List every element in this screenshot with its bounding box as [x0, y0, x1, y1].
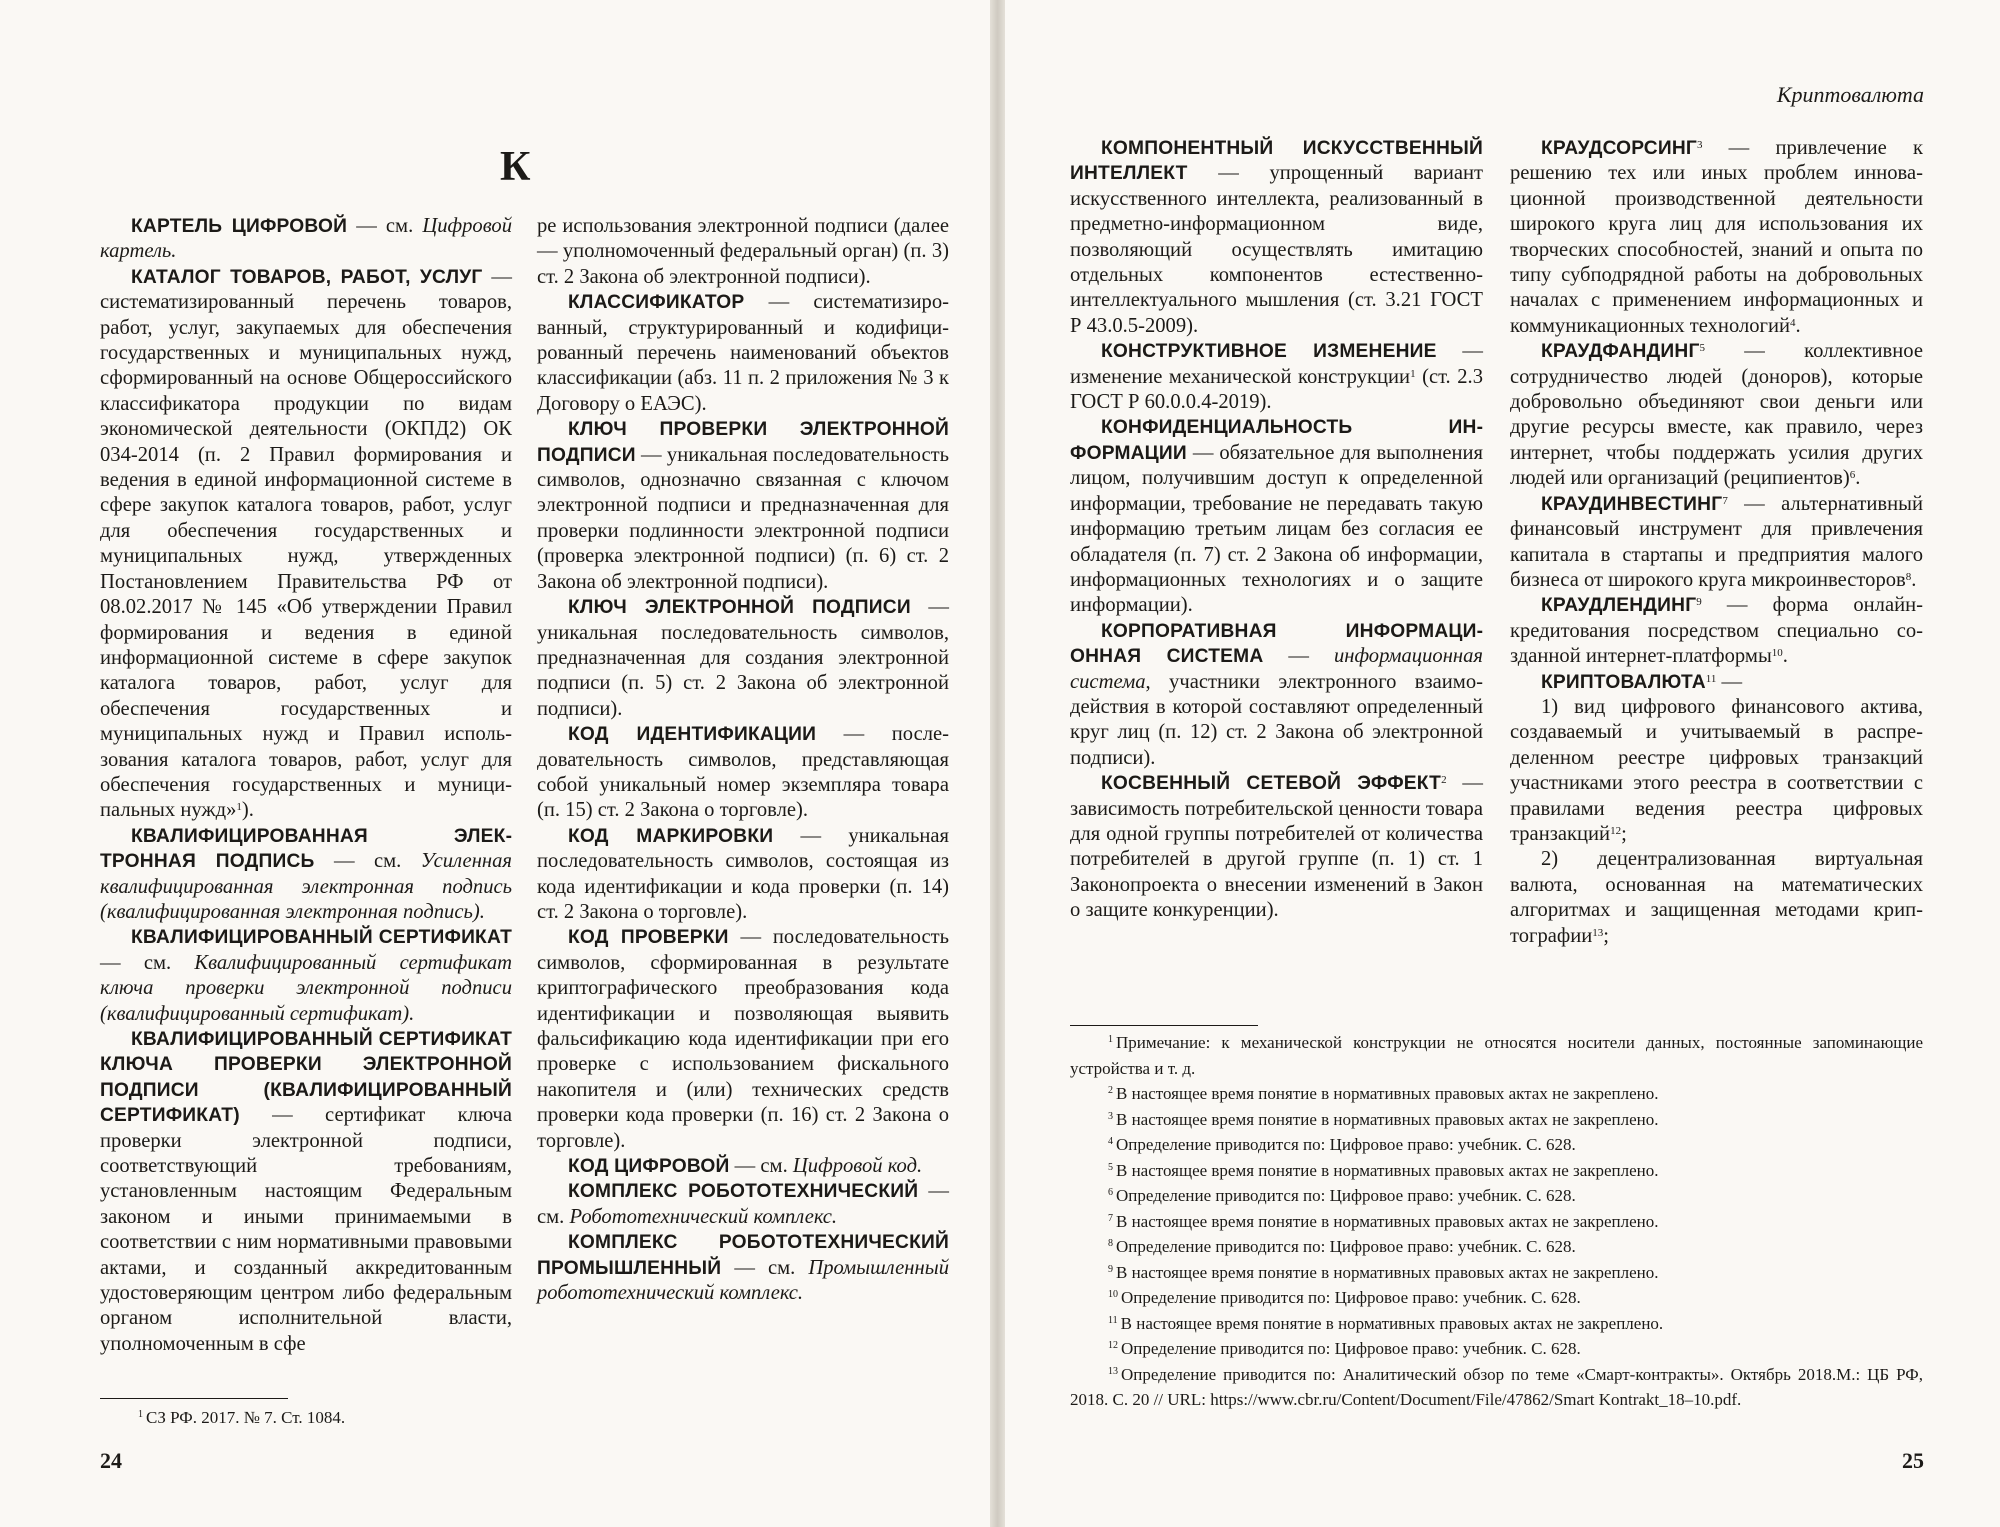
footnote-ref: 7	[1722, 494, 1728, 507]
footnote	[1070, 1336, 1923, 1362]
entry-definition: — зависимость потребительской ценности товара для одной группы потребителей от количества потребителей в другой группе (п. 1) ст. 1 Законопроекта о внесении изменений в Закон о защите конкуренции).	[1070, 772, 1483, 922]
entry-definition: —	[1716, 670, 1743, 693]
entry-definition: — изменение механической конструкции	[1070, 340, 1483, 388]
footnote-text: В настоящее время понятие в нормативных правовых актах не закреплено.	[1116, 1109, 1659, 1129]
running-head: Криптовалюта	[1776, 82, 1924, 107]
entry-tail: ).	[241, 799, 254, 822]
entry-tail: (ст. 2.3 ГОСТ Р 60.0.0.4-2019).	[1070, 365, 1483, 414]
entry-term: КРИПТОВАЛЮТА	[1541, 671, 1706, 693]
right-page	[1005, 0, 2000, 1527]
dictionary-entry	[537, 824, 949, 926]
dictionary-entry	[1510, 847, 1923, 949]
entry-definition: — альтернативный финансовый инструмент для привлечения капитала в стартапы и предприятия малого бизнеса от широкого круга микроинвесторов	[1510, 492, 1923, 591]
entry-definition: 2) децентрализованная виртуальная валюта, основанная на математических алгоритмах и защищенная методами криптографии	[1510, 848, 1923, 947]
footnote	[1070, 1132, 1923, 1158]
footnote-text: Определение приводится по: Цифровое право: учебник. С. 628.	[1121, 1339, 1581, 1358]
footnote	[1070, 1081, 1923, 1107]
left-page	[0, 0, 990, 1527]
entry-tail: ;	[1603, 924, 1610, 947]
entry-term: КОД ИДЕНТИФИКАЦИИ	[568, 724, 817, 746]
footnote	[1070, 1158, 1923, 1184]
footnote-number: 2	[1108, 1085, 1113, 1096]
footnote-text: В настоящее время понятие в нормативных правовых актах не закреплено.	[1116, 1262, 1659, 1282]
entry-term: КОНФИДЕНЦИАЛЬНОСТЬ ИНФОРМАЦИИ	[1070, 417, 1483, 464]
entry-definition: — уникальная последовательность символов, однозначно связанная с ключом электронной подписи и предназначенная для проверки подлинности электронной подписи (проверка электронной подписи) (п. 6) ст. 2 Закона об электронной подписи).	[537, 443, 949, 593]
right-column-1	[1070, 136, 1483, 924]
footnote-ref: 11	[1705, 672, 1717, 685]
left-column-2	[537, 214, 949, 1306]
dictionary-entry	[537, 595, 949, 722]
footnote-number: 12	[1108, 1340, 1118, 1351]
dictionary-entry	[1070, 619, 1483, 771]
footnote-number: 8	[1108, 1238, 1113, 1249]
entry-definition: — упрощенный вариант искусственного интеллекта, реализованный в предметно-информационном виде, позволяющий осуществлять имитацию отдельных компонентов естественно-интеллектуального мышления (ст. 3.21 ГОСТ Р 43.0.5-2009).	[1070, 162, 1483, 337]
right-column-2	[1510, 136, 1923, 949]
section-letter: К	[500, 144, 531, 190]
page-number: 25	[1902, 1448, 1924, 1473]
footnote-rule	[1070, 1025, 1258, 1026]
dictionary-entry	[537, 417, 949, 595]
footnote-ref: 10	[1771, 647, 1783, 660]
dictionary-entry	[100, 925, 512, 1027]
footnote-number: 9	[1108, 1263, 1113, 1275]
dictionary-entry	[1070, 339, 1483, 415]
entry-term: КЛЮЧ ЭЛЕКТРОННОЙ ПОДПИСИ	[568, 597, 911, 619]
dictionary-entry	[100, 214, 512, 265]
dictionary-entry	[537, 1179, 949, 1230]
entry-term: КВАЛИФИЦИРОВАННАЯ ЭЛЕКТРОННАЯ ПОДПИСЬ	[100, 825, 512, 873]
dictionary-entry	[1070, 136, 1483, 339]
entry-term: КОНСТРУКТИВНОЕ ИЗМЕНЕНИЕ	[1101, 341, 1437, 363]
cross-reference: Цифровой картель.	[100, 215, 512, 263]
entry-definition: — уникальная последовательность символов, предназначенная для создания электронной подписи (п. 5) ст. 2 Закона об электронной подписи).	[537, 596, 949, 720]
entry-definition: — последовательность символов, сформированная в результате криптографического преобразования кода идентификации и позволяющая выявить фальсификацию кода идентификации при его проверке с использованием фискального накопителя и (или) технических средств проверки кода проверки (п. 16) ст. 2 Закона о торговле).	[537, 926, 950, 1152]
entry-term: КАРТЕЛЬ ЦИФРОВОЙ	[131, 216, 348, 237]
entry-term: КОД ЦИФРОВОЙ	[568, 1156, 730, 1178]
entry-definition: — см.	[314, 850, 421, 873]
footnote-number: 1	[1108, 1034, 1113, 1045]
footnote-text: В настоящее время понятие в нормативных правовых актах не закреплено.	[1116, 1211, 1659, 1231]
dictionary-entry	[1070, 771, 1483, 923]
entry-definition: — см.	[729, 1155, 793, 1178]
right-footnotes	[1070, 1030, 1923, 1413]
footnote-number: 10	[1108, 1289, 1118, 1300]
cross-reference: Робототехнический комплекс.	[569, 1205, 838, 1228]
footnote-text: Определение приводится по: Аналитический обзор по теме «Смарт-контракты». Октябрь 2018.М.: ЦБ РФ, 2018. С. 20 // URL: https://www.cbr.ru/Content/Document/File/47862/Smart Kontrakt_18–10.pdf.	[1070, 1364, 1923, 1409]
cross-reference: Цифровой код.	[792, 1155, 923, 1178]
footnote-ref: 12	[1610, 824, 1622, 837]
footnote-number: 5	[1108, 1161, 1113, 1173]
entry-definition: — см.	[721, 1256, 809, 1279]
dictionary-entry	[1510, 492, 1923, 594]
dictionary-entry	[537, 1230, 949, 1306]
entry-term: КРАУДИНВЕСТИНГ	[1541, 493, 1723, 515]
footnote-ref: 5	[1699, 342, 1706, 355]
footnote-ref: 3	[1696, 139, 1703, 151]
entry-term: КОРПОРАТИВНАЯ ИНФОРМАЦИОННАЯ СИСТЕМА	[1070, 620, 1483, 668]
entry-definition: — привлечение к решению тех или иных проблем инновационной производственной деятельности широкого круга лиц для использования их творческих способностей, знаний и опыта по типу субподрядной работы на добровольных началах с применением информационных и коммуникационных технологий	[1510, 137, 1923, 337]
entry-definition: — сертификат ключа проверки электронной подписи, соответствующий требованиям, установленным настоящим Федеральным законом и иными принимаемыми в соответствии с ним нормативными правовыми актами, и созданный аккредитованным удостоверяющим центром либо федеральным органом исполнительной власти, уполномоченным в сфе	[100, 1104, 512, 1355]
dictionary-entry	[1510, 339, 1923, 491]
footnote	[1070, 1234, 1923, 1260]
dictionary-entry	[100, 265, 512, 824]
footnote-ref: 9	[1696, 596, 1702, 609]
footnote	[1070, 1362, 1923, 1413]
dictionary-entry	[100, 1027, 512, 1357]
entry-term: КОД МАРКИРОВКИ	[568, 825, 774, 847]
footnote-number: 11	[1108, 1314, 1118, 1326]
entry-term: КОД ПРОВЕРКИ	[568, 927, 729, 949]
dictionary-entry	[100, 824, 512, 926]
cross-reference: Промышленный робототехнический комплекс.	[537, 1256, 949, 1305]
entry-definition: — последовательность символов, представляющая собой уникальный номер экземпляра товара (п. 15) ст. 2 Закона о торговле).	[537, 723, 950, 822]
entry-term: КРАУДСОРСИНГ	[1541, 138, 1697, 159]
cross-reference: Квалифицированный сертификат ключа проверки электронной подписи (квалифицированный сертификат).	[100, 951, 513, 1025]
footnote-ref: 6	[1849, 469, 1856, 482]
entry-term: КРАУДЛЕНДИНГ	[1541, 595, 1697, 617]
entry-term: КОМПОНЕНТНЫЙ ИСКУССТВЕННЫЙ ИНТЕЛЛЕКТ	[1070, 138, 1483, 185]
footnote	[1070, 1183, 1923, 1209]
entry-definition: — систематизированный перечень товаров, работ, услуг, закупаемых для обеспечения государственных и муниципальных нужд, сформированный на основе Общероссийского классификатора продукции по видам экономической деятельности (ОКПД2) ОК 034-2014 (п. 2 Правил формирования и ведения в единой информационной системе в сфере закупок каталога товаров, работ, услуг для обеспечения государственных и муниципальных нужд, утвержденных Постановлением Правительства РФ от 08.02.2017 № 145 «Об утверждении Правил формирования и ведения в единой информационной системе в сфере закупок каталога товаров, работ, услуг для обеспечения государственных и муниципальных нужд и Правил использования каталога товаров, работ, услуг для обеспечения государственных и муниципальных нужд»	[100, 265, 512, 822]
entry-tail: .	[1795, 314, 1801, 337]
cross-reference: информационная система	[1070, 645, 1484, 693]
footnote-ref: 8	[1905, 570, 1912, 583]
entry-term: КОМПЛЕКС РОБОТОТЕХНИЧЕСКИЙ ПРОМЫШЛЕННЫЙ	[537, 1232, 949, 1279]
entry-tail: ;	[1621, 822, 1627, 845]
entry-term: КРАУДФАНДИНГ	[1541, 341, 1700, 363]
footnote	[1070, 1107, 1923, 1133]
footnote-text: Примечание: к механической конструкции не относятся носители данных, постоянные запоминающие устройства и т. д.	[1070, 1033, 1923, 1078]
footnote	[1070, 1260, 1923, 1286]
dictionary-entry	[537, 722, 949, 824]
page-number: 24	[100, 1448, 122, 1473]
dictionary-entry	[1510, 670, 1923, 695]
footnote	[1070, 1285, 1923, 1311]
footnote	[1070, 1209, 1923, 1235]
entry-definition: — форма онлайн-кредитования посредством специально созданной интернет-платформы	[1510, 594, 1923, 668]
footnote-number: 3	[1108, 1110, 1113, 1122]
entry-definition: — уникальная последовательность символов, состоящая из кода идентификации и кода проверки (п. 14) ст. 2 Закона о торговле).	[537, 824, 949, 923]
footnote-text: Определение приводится по: Цифровое право: учебник. С. 628.	[1116, 1237, 1576, 1256]
entry-term: КЛАССИФИКАТОР	[568, 292, 745, 314]
book-spine	[990, 0, 1005, 1527]
entry-definition: — систематизированный, структурированный и кодифицированный перечень наименований объектов классификации (абз. 11 п. 2 приложения № 3 к Договору о ЕАЭС).	[537, 291, 949, 415]
footnote-number: 7	[1108, 1212, 1113, 1224]
footnote-ref: 4	[1790, 316, 1796, 329]
dictionary-entry	[1070, 415, 1483, 618]
cross-reference: Усиленная квалифицированная электронная подпись (квалифицированная электронная подпись).	[100, 850, 512, 923]
footnote-ref: 13	[1592, 926, 1604, 939]
entry-definition: — см.	[100, 951, 195, 974]
footnote-number: 4	[1108, 1136, 1113, 1147]
entry-definition: ре использования электронной подписи (далее — уполномоченный федеральный орган) (п. 3) ст. 2 Закона об электронной подписи).	[537, 215, 949, 288]
entry-definition: — обязательное для выполнения лицом, получившим доступ к определенной информации, требование не передавать такую информацию третьим лицам без согласия ее обладателя (п. 7) ст. 2 Закона об информации, информационных технологиях и о защите информации).	[1070, 441, 1483, 617]
footnote-rule	[100, 1398, 288, 1399]
footnote-text: В настоящее время понятие в нормативных правовых актах не закреплено.	[1116, 1160, 1659, 1180]
dictionary-entry	[537, 290, 949, 417]
dictionary-entry	[537, 1154, 949, 1179]
entry-tail: .	[1855, 467, 1861, 490]
entry-tail: .	[1911, 568, 1917, 591]
entry-term: КОСВЕННЫЙ СЕТЕВОЙ ЭФФЕКТ	[1101, 773, 1442, 795]
footnote-text: Определение приводится по: Цифровое право: учебник. С. 628.	[1116, 1135, 1576, 1154]
dictionary-entry	[1510, 136, 1923, 339]
dictionary-entry	[537, 925, 949, 1154]
entry-term: КЛЮЧ ПРОВЕРКИ ЭЛЕКТРОННОЙ ПОДПИСИ	[537, 419, 949, 466]
footnote	[1070, 1311, 1923, 1337]
entry-term: КОМПЛЕКС РОБОТОТЕХНИЧЕСКИЙ	[568, 1181, 919, 1203]
footnote-number: 6	[1108, 1187, 1113, 1198]
entry-definition: — см.	[537, 1180, 949, 1228]
entry-definition: 1) вид цифрового финансового актива, создаваемый и учитываемый в распределенном реестре цифровых транзакций участниками этого реестра в соответствии с правилами ведения реестра цифровых транзакций	[1510, 695, 1923, 845]
dictionary-entry	[1510, 695, 1923, 847]
footnote-ref: 2	[1441, 774, 1447, 787]
entry-term: КВАЛИФИЦИРОВАННЫЙ СЕРТИФИКАТ КЛЮЧА ПРОВЕРКИ ЭЛЕКТРОННОЙ ПОДПИСИ (КВАЛИФИЦИРОВАННЫЙ СЕРТИФИКАТ)	[100, 1029, 512, 1127]
dictionary-entry	[1510, 593, 1923, 669]
entry-definition: —	[1263, 645, 1334, 668]
entry-definition: — см.	[347, 215, 423, 237]
footnote-text: Определение приводится по: Цифровое право: учебник. С. 628.	[1121, 1288, 1581, 1307]
footnote	[1070, 1030, 1923, 1081]
footnote-ref: 1	[236, 801, 242, 814]
footnote: $^1$ СЗ РФ. 2017. № 7. Ст. 1084.	[138, 1408, 346, 1427]
footnote-text: В настоящее время понятие в нормативных правовых актах не закреплено.	[1120, 1313, 1664, 1333]
entry-definition: — коллективное сотрудничество людей (доноров), которые добровольно объединяют свои деньги или другие ресурсы вместе, как правило, через интернет, чтобы поддержать усилия других людей или организаций (реципиентов)	[1510, 340, 1923, 490]
left-footnotes	[100, 1405, 512, 1431]
entry-tail: .	[1782, 645, 1788, 668]
entry-term: КВАЛИФИЦИРОВАННЫЙ СЕРТИФИКАТ	[131, 927, 512, 949]
entry-term: КАТАЛОГ ТОВАРОВ, РАБОТ, УСЛУГ	[131, 266, 483, 288]
left-column-1	[100, 214, 512, 1357]
footnote-text: Определение приводится по: Цифровое право: учебник. С. 628.	[1116, 1186, 1576, 1205]
footnote-number: 13	[1108, 1365, 1118, 1377]
footnote-text: В настоящее время понятие в нормативных правовых актах не закреплено.	[1116, 1084, 1659, 1103]
dictionary-entry	[537, 214, 949, 290]
footnote-ref: 1	[1410, 367, 1416, 380]
entry-tail: , участники электронного взаимодействия в которой составляют определенный круг лиц (п. 12) ст. 2 Закона об электронной подписи).	[1070, 670, 1483, 769]
